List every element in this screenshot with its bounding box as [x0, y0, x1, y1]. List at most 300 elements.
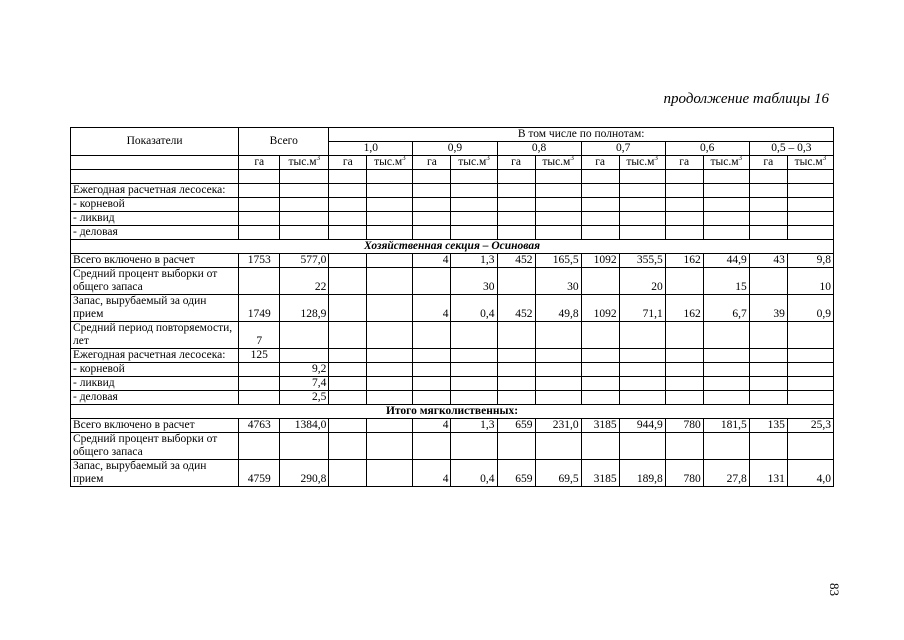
unit-volume-sup: 3 — [316, 155, 321, 163]
table-cell — [665, 391, 703, 405]
table-cell — [703, 184, 749, 198]
header-density: 1,0 — [329, 142, 413, 156]
table-cell — [619, 349, 665, 363]
table-cell: 290,8 — [280, 460, 329, 487]
table-cell — [581, 212, 619, 226]
table-cell — [71, 170, 239, 184]
table-cell — [749, 268, 787, 295]
unit-volume-sup: 3 — [654, 155, 658, 163]
table-cell — [280, 349, 329, 363]
table-cell: 22 — [280, 268, 329, 295]
header-unit-ha: га — [239, 156, 280, 170]
row-label: - деловая — [71, 226, 239, 240]
row-label: Ежегодная расчетная лесосека: — [71, 349, 239, 363]
table-cell: 162 — [665, 254, 703, 268]
row-label: Всего включено в расчет — [71, 254, 239, 268]
table-cell — [497, 212, 535, 226]
unit-volume-text: тыс.м — [458, 156, 487, 168]
row-label: - ликвид — [71, 377, 239, 391]
row-label: Ежегодная расчетная лесосека: — [71, 184, 239, 198]
table-cell — [451, 433, 497, 460]
table-row — [71, 170, 834, 184]
table-cell — [497, 349, 535, 363]
header-density: 0,9 — [413, 142, 497, 156]
table-cell — [703, 349, 749, 363]
table-cell: 4759 — [239, 460, 280, 487]
table-row — [71, 184, 834, 198]
header-density: 0,5 – 0,3 — [749, 142, 833, 156]
row-label: Средний процент выборки от общего запаса — [71, 268, 239, 295]
table-cell: 0,4 — [451, 295, 497, 322]
table-cell: 0,9 — [787, 295, 833, 322]
table-cell — [239, 184, 280, 198]
table-cell — [413, 268, 451, 295]
table-cell — [581, 226, 619, 240]
table-cell — [749, 212, 787, 226]
unit-volume-text: тыс.м — [794, 156, 823, 168]
table-cell — [497, 268, 535, 295]
table-cell: 131 — [749, 460, 787, 487]
row-label: Запас, вырубаемый за один прием — [71, 295, 239, 322]
table-cell — [787, 322, 833, 349]
table-cell — [497, 170, 535, 184]
table-cell: 39 — [749, 295, 787, 322]
table-cell — [239, 170, 280, 184]
table-cell — [451, 212, 497, 226]
table-cell — [329, 295, 367, 322]
table-cell — [619, 433, 665, 460]
table-cell: 165,5 — [535, 254, 581, 268]
table-cell — [413, 377, 451, 391]
header-unit-volume — [367, 156, 413, 170]
header-unit-volume — [451, 156, 497, 170]
table-cell — [413, 226, 451, 240]
table-cell — [367, 212, 413, 226]
table-cell — [665, 363, 703, 377]
table-cell: 1,3 — [451, 254, 497, 268]
table-cell: 20 — [619, 268, 665, 295]
page-number: 83 — [827, 583, 842, 596]
table-cell — [329, 391, 367, 405]
table-cell: 4 — [413, 295, 451, 322]
table-cell — [497, 433, 535, 460]
table-cell — [367, 363, 413, 377]
table-cell: 9,8 — [787, 254, 833, 268]
table-row — [71, 460, 834, 487]
table-cell: 30 — [451, 268, 497, 295]
table-cell — [787, 349, 833, 363]
table-cell: 6,7 — [703, 295, 749, 322]
table-cell — [619, 198, 665, 212]
header-unit-volume — [280, 156, 329, 170]
table-cell — [535, 377, 581, 391]
table-cell — [451, 170, 497, 184]
table-cell: 780 — [665, 460, 703, 487]
table-cell — [535, 170, 581, 184]
table-cell — [413, 349, 451, 363]
table-cell — [749, 322, 787, 349]
table-row — [71, 254, 834, 268]
table-cell — [619, 212, 665, 226]
table-cell — [329, 212, 367, 226]
table-cell — [787, 391, 833, 405]
table-cell — [749, 226, 787, 240]
table-cell — [413, 212, 451, 226]
table-cell — [329, 170, 367, 184]
table-cell — [665, 322, 703, 349]
table-cell — [239, 212, 280, 226]
table-cell — [367, 349, 413, 363]
row-label: Всего включено в расчет — [71, 419, 239, 433]
table-cell: 15 — [703, 268, 749, 295]
table-cell — [239, 377, 280, 391]
table-cell — [367, 460, 413, 487]
table-caption: продолжение таблицы 16 — [663, 91, 829, 107]
table-cell — [329, 349, 367, 363]
table-cell: 189,8 — [619, 460, 665, 487]
table-cell — [239, 226, 280, 240]
table-cell: 162 — [665, 295, 703, 322]
data-table — [70, 127, 834, 487]
table-cell — [413, 322, 451, 349]
table-cell — [413, 391, 451, 405]
table-cell: 135 — [749, 419, 787, 433]
table-cell — [367, 254, 413, 268]
header-total: Всего — [239, 128, 329, 156]
table-cell: 7 — [239, 322, 280, 349]
table-cell: 7,4 — [280, 377, 329, 391]
table-cell — [451, 322, 497, 349]
table-cell — [581, 322, 619, 349]
table-cell — [703, 212, 749, 226]
table-cell — [665, 212, 703, 226]
table-cell: 4,0 — [787, 460, 833, 487]
table-cell — [665, 349, 703, 363]
unit-volume-sup: 3 — [570, 155, 574, 163]
table-cell — [581, 391, 619, 405]
header-unit-ha: га — [665, 156, 703, 170]
table-cell — [329, 419, 367, 433]
table-cell — [497, 198, 535, 212]
table-cell — [665, 198, 703, 212]
table-cell: 125 — [239, 349, 280, 363]
table-cell — [619, 391, 665, 405]
table-cell — [329, 322, 367, 349]
table-cell — [280, 198, 329, 212]
table-cell — [451, 377, 497, 391]
header-row-1 — [71, 128, 834, 142]
table-cell — [367, 433, 413, 460]
table-cell — [581, 198, 619, 212]
table-cell — [703, 170, 749, 184]
header-density: 0,7 — [581, 142, 665, 156]
table-cell: 659 — [497, 419, 535, 433]
table-cell: 44,9 — [703, 254, 749, 268]
table-cell — [665, 433, 703, 460]
header-unit-volume — [787, 156, 833, 170]
table-cell — [497, 391, 535, 405]
table-cell — [367, 170, 413, 184]
table-cell — [787, 198, 833, 212]
table-cell — [367, 295, 413, 322]
table-cell — [749, 198, 787, 212]
table-cell — [749, 349, 787, 363]
table-cell — [535, 212, 581, 226]
table-cell — [535, 198, 581, 212]
header-unit-ha: га — [749, 156, 787, 170]
table-cell — [451, 391, 497, 405]
table-cell: 25,3 — [787, 419, 833, 433]
table-cell — [581, 377, 619, 391]
table-cell — [619, 322, 665, 349]
table-cell — [665, 377, 703, 391]
table-cell: 1749 — [239, 295, 280, 322]
table-cell — [367, 268, 413, 295]
table-cell — [749, 363, 787, 377]
table-cell — [703, 377, 749, 391]
table-cell: 659 — [497, 460, 535, 487]
table-cell — [749, 433, 787, 460]
table-cell — [497, 363, 535, 377]
table-cell — [703, 363, 749, 377]
table-cell — [535, 226, 581, 240]
table-cell — [367, 184, 413, 198]
table-cell: 4 — [413, 254, 451, 268]
table-cell — [535, 349, 581, 363]
table-cell — [749, 170, 787, 184]
table-cell: 43 — [749, 254, 787, 268]
table-cell — [619, 226, 665, 240]
section-row — [71, 240, 834, 254]
row-label: - деловая — [71, 391, 239, 405]
row-label: Средний процент выборки от общего запаса — [71, 433, 239, 460]
header-density: 0,8 — [497, 142, 581, 156]
table-row — [71, 198, 834, 212]
table-cell — [413, 198, 451, 212]
table-cell — [749, 377, 787, 391]
table-row — [71, 419, 834, 433]
table-cell — [329, 460, 367, 487]
table-cell — [787, 377, 833, 391]
table-cell — [665, 170, 703, 184]
header-unit-volume — [703, 156, 749, 170]
unit-volume-text: тыс.м — [374, 156, 403, 168]
table-cell — [329, 198, 367, 212]
table-cell: 1092 — [581, 254, 619, 268]
table-cell — [329, 377, 367, 391]
table-cell — [451, 349, 497, 363]
table-cell — [787, 184, 833, 198]
table-row — [71, 322, 834, 349]
header-row-units — [71, 156, 834, 170]
table-cell — [535, 363, 581, 377]
table-cell: 27,8 — [703, 460, 749, 487]
table-cell: 1092 — [581, 295, 619, 322]
table-cell — [367, 226, 413, 240]
table-cell: 577,0 — [280, 254, 329, 268]
table-cell — [703, 391, 749, 405]
table-cell: 3185 — [581, 419, 619, 433]
header-density: 0,6 — [665, 142, 749, 156]
header-unit-ha: га — [329, 156, 367, 170]
header-unit-ha: га — [413, 156, 451, 170]
header-unit-ha: га — [581, 156, 619, 170]
section-title: Итого мягколиственных: — [71, 405, 834, 419]
table-cell — [367, 198, 413, 212]
table-cell — [703, 322, 749, 349]
table-cell — [497, 226, 535, 240]
table-row — [71, 295, 834, 322]
table-cell — [413, 170, 451, 184]
row-label: Запас, вырубаемый за один прием — [71, 460, 239, 487]
table-cell — [239, 363, 280, 377]
table-cell — [581, 363, 619, 377]
table-cell — [749, 184, 787, 198]
table-cell: 1753 — [239, 254, 280, 268]
table-cell: 9,2 — [280, 363, 329, 377]
table-cell — [787, 170, 833, 184]
table-cell — [239, 198, 280, 212]
table-cell — [581, 433, 619, 460]
table-cell: 49,8 — [535, 295, 581, 322]
table-cell — [619, 363, 665, 377]
table-cell — [535, 184, 581, 198]
table-row — [71, 433, 834, 460]
unit-volume-text: тыс.м — [626, 156, 655, 168]
table-cell: 181,5 — [703, 419, 749, 433]
table-cell — [581, 268, 619, 295]
row-label: Средний период повторяемости, лет — [71, 322, 239, 349]
unit-volume-sup: 3 — [822, 155, 827, 163]
table-cell — [280, 170, 329, 184]
table-cell — [703, 433, 749, 460]
header-unit-volume — [535, 156, 581, 170]
table-cell: 71,1 — [619, 295, 665, 322]
table-cell — [413, 433, 451, 460]
table-cell — [497, 377, 535, 391]
table-cell: 3185 — [581, 460, 619, 487]
unit-volume-sup: 3 — [402, 155, 406, 163]
table-cell — [665, 268, 703, 295]
table-cell — [280, 184, 329, 198]
table-cell — [451, 198, 497, 212]
table-cell — [581, 170, 619, 184]
table-cell — [665, 226, 703, 240]
table-cell: 2,5 — [280, 391, 329, 405]
table-cell — [787, 212, 833, 226]
table-cell — [619, 184, 665, 198]
table-cell: 452 — [497, 295, 535, 322]
table-cell — [413, 363, 451, 377]
table-row — [71, 391, 834, 405]
table-row — [71, 226, 834, 240]
unit-volume-text: тыс.м — [710, 156, 739, 168]
row-label: - ликвид — [71, 212, 239, 226]
table-cell — [497, 322, 535, 349]
unit-volume-sup: 3 — [738, 155, 743, 163]
table-cell — [619, 170, 665, 184]
table-cell — [367, 377, 413, 391]
table-cell — [280, 322, 329, 349]
table-cell — [329, 268, 367, 295]
table-cell — [581, 184, 619, 198]
table-cell: 1384,0 — [280, 419, 329, 433]
table-cell: 944,9 — [619, 419, 665, 433]
row-label: - корневой — [71, 198, 239, 212]
table-cell — [749, 391, 787, 405]
table-cell — [367, 322, 413, 349]
table-cell — [329, 433, 367, 460]
header-unit-volume — [619, 156, 665, 170]
table-cell — [787, 363, 833, 377]
table-cell — [329, 254, 367, 268]
table-cell: 355,5 — [619, 254, 665, 268]
table-row — [71, 349, 834, 363]
header-unit-ha: га — [497, 156, 535, 170]
table-cell: 4 — [413, 419, 451, 433]
table-cell — [239, 433, 280, 460]
table-cell — [413, 184, 451, 198]
table-cell — [239, 391, 280, 405]
table-cell — [280, 212, 329, 226]
section-title: Хозяйственная секция – Осиновая — [71, 240, 834, 254]
table-cell — [703, 226, 749, 240]
table-cell — [239, 268, 280, 295]
table-cell — [280, 226, 329, 240]
table-cell — [535, 433, 581, 460]
table-cell — [367, 391, 413, 405]
table-cell: 1,3 — [451, 419, 497, 433]
table-cell — [367, 419, 413, 433]
table-cell: 0,4 — [451, 460, 497, 487]
header-blank-cell — [71, 156, 239, 170]
table-cell — [703, 198, 749, 212]
table-cell — [329, 226, 367, 240]
unit-volume-sup: 3 — [486, 155, 490, 163]
table-cell — [665, 184, 703, 198]
table-cell — [329, 363, 367, 377]
table-cell — [451, 184, 497, 198]
section-row — [71, 405, 834, 419]
table-cell: 69,5 — [535, 460, 581, 487]
table-cell — [619, 377, 665, 391]
header-by-density: В том числе по полнотам: — [329, 128, 834, 142]
table-cell — [280, 433, 329, 460]
table-cell — [329, 184, 367, 198]
table-cell: 231,0 — [535, 419, 581, 433]
table-row — [71, 268, 834, 295]
table-cell: 780 — [665, 419, 703, 433]
table-cell — [451, 363, 497, 377]
header-indicators: Показатели — [71, 128, 239, 156]
table-cell — [451, 226, 497, 240]
table-cell: 452 — [497, 254, 535, 268]
table-cell — [787, 226, 833, 240]
table-row — [71, 363, 834, 377]
row-label: - корневой — [71, 363, 239, 377]
table-row — [71, 377, 834, 391]
table-cell: 30 — [535, 268, 581, 295]
table-cell — [535, 391, 581, 405]
table-cell — [787, 433, 833, 460]
table-cell: 4 — [413, 460, 451, 487]
table-cell: 10 — [787, 268, 833, 295]
unit-volume-text: тыс.м — [288, 156, 317, 168]
unit-volume-text: тыс.м — [542, 156, 571, 168]
table-row — [71, 212, 834, 226]
table-cell — [535, 322, 581, 349]
table-cell — [581, 349, 619, 363]
